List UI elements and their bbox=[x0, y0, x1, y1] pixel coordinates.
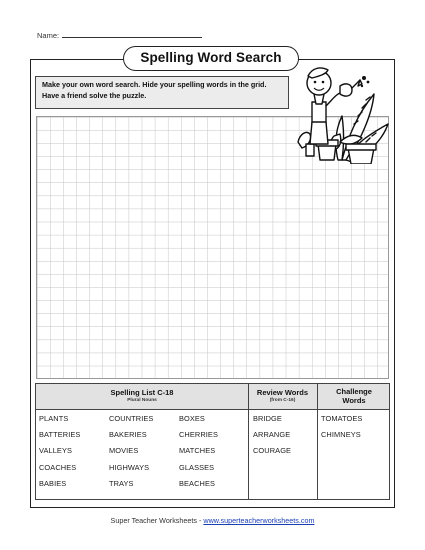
spelling-word: CHERRIES bbox=[179, 430, 218, 439]
spelling-word: BATTERIES bbox=[39, 430, 81, 439]
spelling-word: TRAYS bbox=[109, 479, 134, 488]
spelling-word: MATCHES bbox=[179, 446, 216, 455]
spelling-word: BABIES bbox=[39, 479, 67, 488]
boy-watering-plants-illustration bbox=[290, 64, 390, 164]
challenge-word: CHIMNEYS bbox=[321, 430, 361, 439]
spelling-word-table bbox=[35, 383, 390, 500]
spelling-word: GLASSES bbox=[179, 463, 215, 472]
challenge-words-title: Challenge Words bbox=[336, 387, 372, 405]
spelling-word: COACHES bbox=[39, 463, 77, 472]
column-divider bbox=[317, 384, 318, 499]
spelling-word: BAKERIES bbox=[109, 430, 147, 439]
spelling-word: MOVIES bbox=[109, 446, 139, 455]
name-field bbox=[37, 30, 202, 40]
footer-link[interactable]: www.superteacherworksheets.com bbox=[203, 516, 315, 525]
review-word: COURAGE bbox=[253, 446, 292, 455]
spelling-list-subtitle: Plural Nouns bbox=[127, 398, 157, 403]
footer-credit: Super Teacher Worksheets - bbox=[110, 516, 204, 525]
review-words-title: Review Words bbox=[256, 388, 309, 397]
spelling-word: VALLEYS bbox=[39, 446, 73, 455]
review-words-header bbox=[248, 384, 317, 409]
name-label: Name: bbox=[37, 31, 60, 40]
challenge-words-header bbox=[317, 384, 391, 409]
column-divider bbox=[248, 384, 249, 499]
spelling-word: PLANTS bbox=[39, 414, 69, 423]
page-title: Spelling Word Search bbox=[123, 46, 299, 71]
review-word: BRIDGE bbox=[253, 414, 282, 423]
spelling-list-title: Spelling List C-18 bbox=[110, 388, 174, 397]
challenge-word: TOMATOES bbox=[321, 414, 363, 423]
instructions-box: Make your own word search. Hide your spelling words in the grid. Have a friend solve the puzzle. bbox=[35, 76, 289, 109]
spelling-word: BOXES bbox=[179, 414, 205, 423]
spelling-list-header bbox=[36, 384, 248, 409]
spelling-word: HIGHWAYS bbox=[109, 463, 150, 472]
footer bbox=[0, 516, 425, 525]
spelling-word: COUNTRIES bbox=[109, 414, 154, 423]
name-line bbox=[62, 30, 202, 38]
spelling-word: BEACHES bbox=[179, 479, 216, 488]
review-word: ARRANGE bbox=[253, 430, 291, 439]
word-table-header bbox=[36, 384, 389, 410]
review-words-subtitle: (from C-16) bbox=[269, 398, 296, 403]
